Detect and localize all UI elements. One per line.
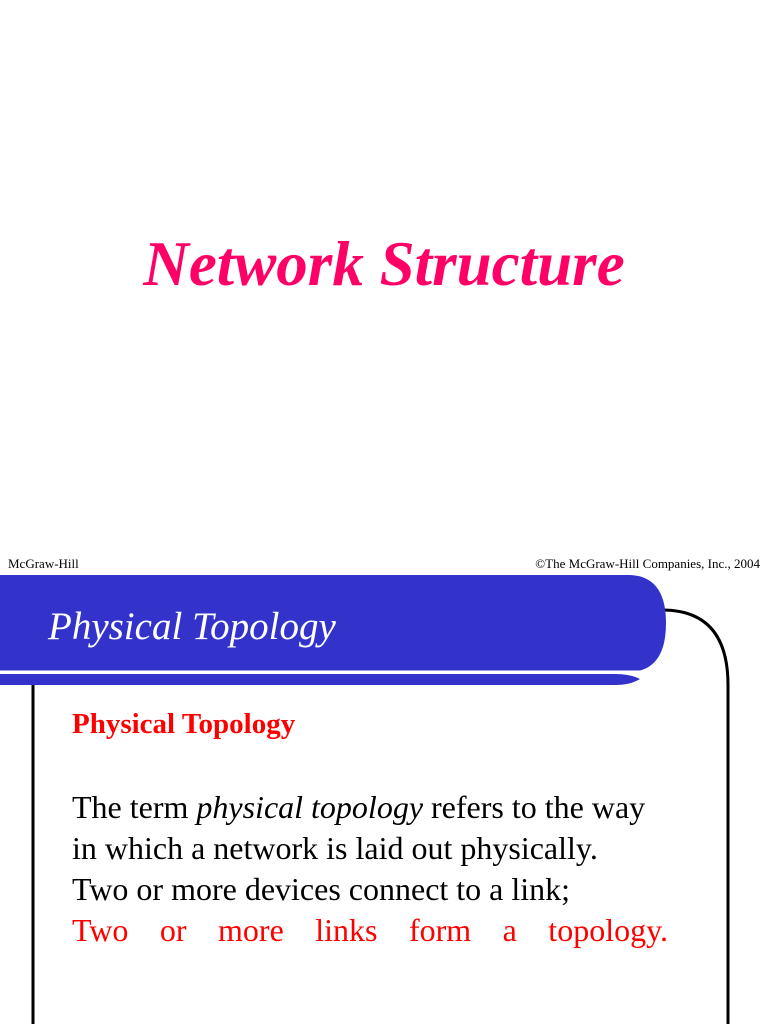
footer-publisher: McGraw-Hill xyxy=(8,556,79,571)
footer-copyright: ©The McGraw-Hill Companies, Inc., 2004 xyxy=(535,556,760,571)
slide-2-title: Physical Topology xyxy=(48,605,336,648)
body-line-1-end: refers to the way xyxy=(423,789,646,825)
body-line-3: Two or more devices connect to a link; xyxy=(72,871,571,907)
slide-title: Network Structure xyxy=(143,229,625,299)
body-line-1 xyxy=(72,787,668,828)
section-heading: Physical Topology xyxy=(72,708,296,740)
frame-right-border xyxy=(662,610,728,1024)
emphasized-term: physical topology xyxy=(196,789,424,825)
body-line-1-start: The term xyxy=(72,789,197,825)
body-line-4-highlight: Two or more links form a topology. xyxy=(72,912,668,948)
banner-stripe xyxy=(0,674,640,685)
body-text xyxy=(72,787,668,951)
body-line-2: in which a network is laid out physically. xyxy=(72,830,598,866)
